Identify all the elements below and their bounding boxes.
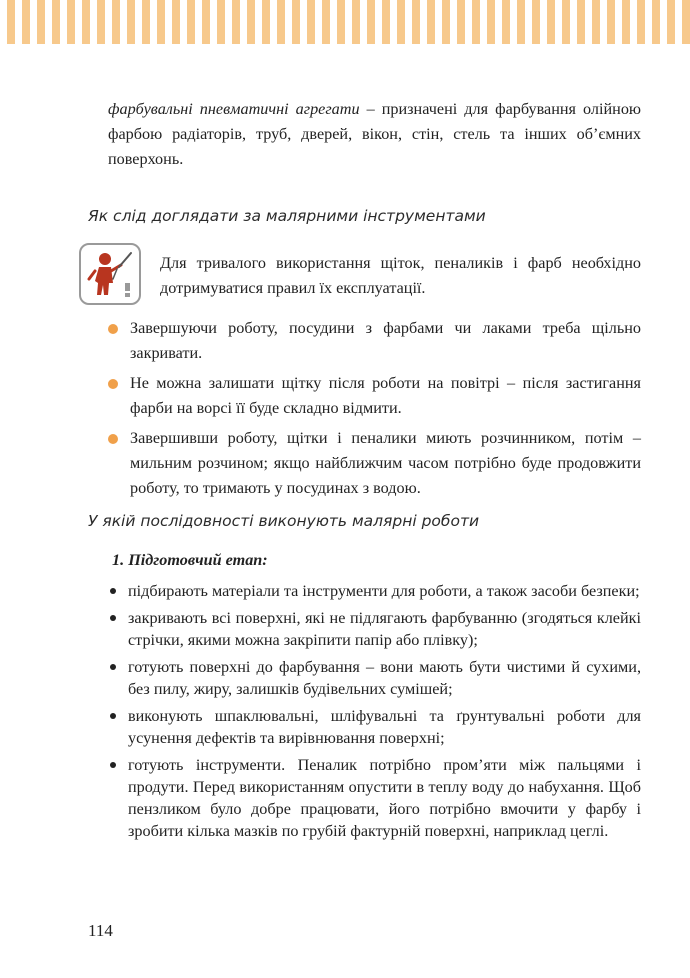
note-text: Для тривалого використання щіток, пеналиків і фарб необхідно дотримуватися правил їх експлуатації. xyxy=(160,254,641,297)
list-item: Завершуючи роботу, посудини з фарбами чи лаками треба щільно закривати. xyxy=(108,316,641,366)
section-heading-sequence: У якій послідовності виконують малярні роботи xyxy=(88,512,480,530)
list-item: готують інструменти. Пеналик потрібно пром’яти між пальцями і продути. Перед використанням опустити в теплу воду до набухання. Щоб пензликом було добре працювати, його потрібно вмочити у фарбу і зробити кілька мазків по грубій фактурній поверхні, наприклад цеглі. xyxy=(108,754,641,842)
page-number: 114 xyxy=(88,921,113,940)
bullet-icon xyxy=(110,615,116,621)
orange-bullet-icon xyxy=(108,324,118,334)
note-icon xyxy=(79,243,141,305)
intro-text: – призначені для фарбування олійною фарбою радіаторів, труб, дверей, вікон, стін, стель та інших об’ємних поверхонь. xyxy=(108,100,642,168)
bullet-icon xyxy=(110,762,116,768)
bullet-icon xyxy=(110,664,116,670)
intro-term: фарбувальні пневматичні агрегати xyxy=(108,100,360,118)
decorative-top-stripes xyxy=(0,0,690,44)
list-item: підбирають матеріали та інструменти для роботи, а також засоби безпеки; xyxy=(108,580,641,602)
preparation-steps-list xyxy=(108,580,641,847)
list-item: закривають всі поверхні, які не підлягають фарбуванню (згодяться клейкі стрічки, якими можна закріпити папір або плівку); xyxy=(108,607,641,651)
list-item: готують поверхні до фарбування – вони мають бути чистими й сухими, без пилу, жиру, залишків будівельних сумішей; xyxy=(108,656,641,700)
bullet-icon xyxy=(110,588,116,594)
orange-bullet-icon xyxy=(108,434,118,444)
bullet-icon xyxy=(110,713,116,719)
list-item: Не можна залишати щітку після роботи на повітрі – після застигання фарби на ворсі її буде складно відмити. xyxy=(108,371,641,421)
list-item: виконують шпаклювальні, шліфувальні та ґрунтувальні роботи для усунення дефектів та вирівнювання поверхні; xyxy=(108,705,641,749)
care-rules-list xyxy=(108,316,641,506)
orange-bullet-icon xyxy=(108,379,118,389)
step-title: 1. Підготовчий етап: xyxy=(112,551,268,569)
section-heading-care: Як слід доглядати за малярними інструментами xyxy=(88,207,486,225)
red-figure-with-paintbrush-icon xyxy=(81,245,139,303)
intro-paragraph xyxy=(108,97,641,172)
list-item: Завершивши роботу, щітки і пеналики миють розчинником, потім – мильним розчином; якщо найближчим часом потрібно буде продовжити роботу, то тримають у посудинах з водою. xyxy=(108,426,641,501)
